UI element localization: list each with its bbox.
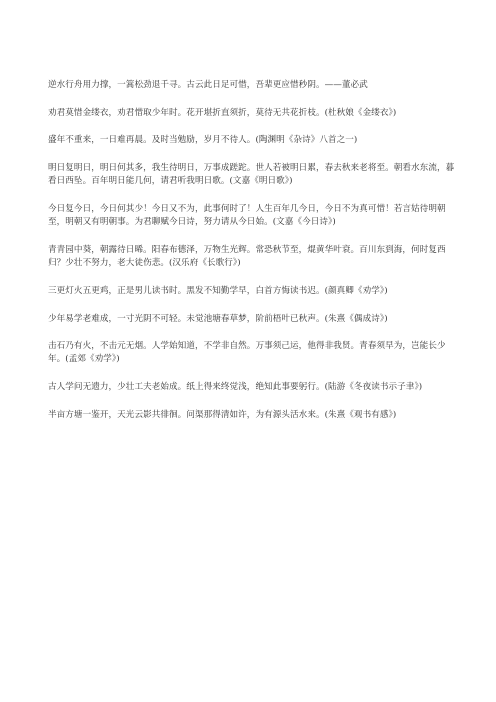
quote-paragraph-5: 今日复今日，今日何其少！今日又不为，此事何时了！人生百年几今日，今日不为真可惜！若言姑待明朝至，明朝又有明朝事。为君聊赋今日诗，努力请从今日始。(文嘉《今日诗》) (48, 204, 446, 228)
quote-paragraph-7: 三更灯火五更鸡，正是男儿读书时。黑发不知勤学早，白首方悔读书迟。(颜真卿《劝学》) (48, 285, 388, 296)
quote-paragraph-8: 少年易学老难成，一寸光阴不可轻。未觉池塘春草梦，阶前梧叶已秋声。(朱熹《偶成诗》) (48, 313, 388, 324)
quote-paragraph-1: 逆水行舟用力撑，一篙松劲退千寻。古云此日足可惜，吾辈更应惜秒阴。——董必武 (48, 80, 368, 90)
quote-paragraph-2: 劝君莫惜金缕衣，劝君惜取少年时。花开堪折直须折，莫待无共花折枝。(杜秋娘《金缕衣》) (48, 107, 397, 118)
poem-quote-list (48, 79, 456, 437)
quote-paragraph-3: 盛年不重来，一日难再晨。及时当勉励，岁月不待人。(陶渊明《杂诗》八首之一) (48, 135, 358, 146)
quote-paragraph-6: 青青园中葵，朝露待日晞。阳春布德泽，万物生光辉。常恐秋节至，焜黄华叶衰。百川东到海，何时复西归？少壮不努力，老大徒伤悲。(汉乐府《长歌行》) (48, 244, 446, 269)
quote-paragraph-9: 击石乃有火，不击元无烟。人学始知道，不学非自然。万事须己运，他得非我贤。青春须早为，岂能长少年。(孟郊《劝学》) (48, 341, 446, 365)
quote-paragraph-10: 古人学问无遗力，少壮工夫老始成。纸上得来终觉浅，绝知此事要躬行。(陆游《冬夜读书示子聿》) (48, 382, 423, 393)
quote-paragraph-4: 明日复明日，明日何其多，我生待明日，万事成蹉跎。世人若被明日累，春去秋来老将至。朝看水东流，暮看日西坠。百年明日能几何，请君听我明日歌。(文嘉《明日歌》) (48, 163, 455, 187)
quote-paragraph-11: 半亩方塘一鉴开，天光云影共徘徊。问渠那得清如许，为有源头活水来。(朱熹《观书有感》) (48, 409, 397, 420)
